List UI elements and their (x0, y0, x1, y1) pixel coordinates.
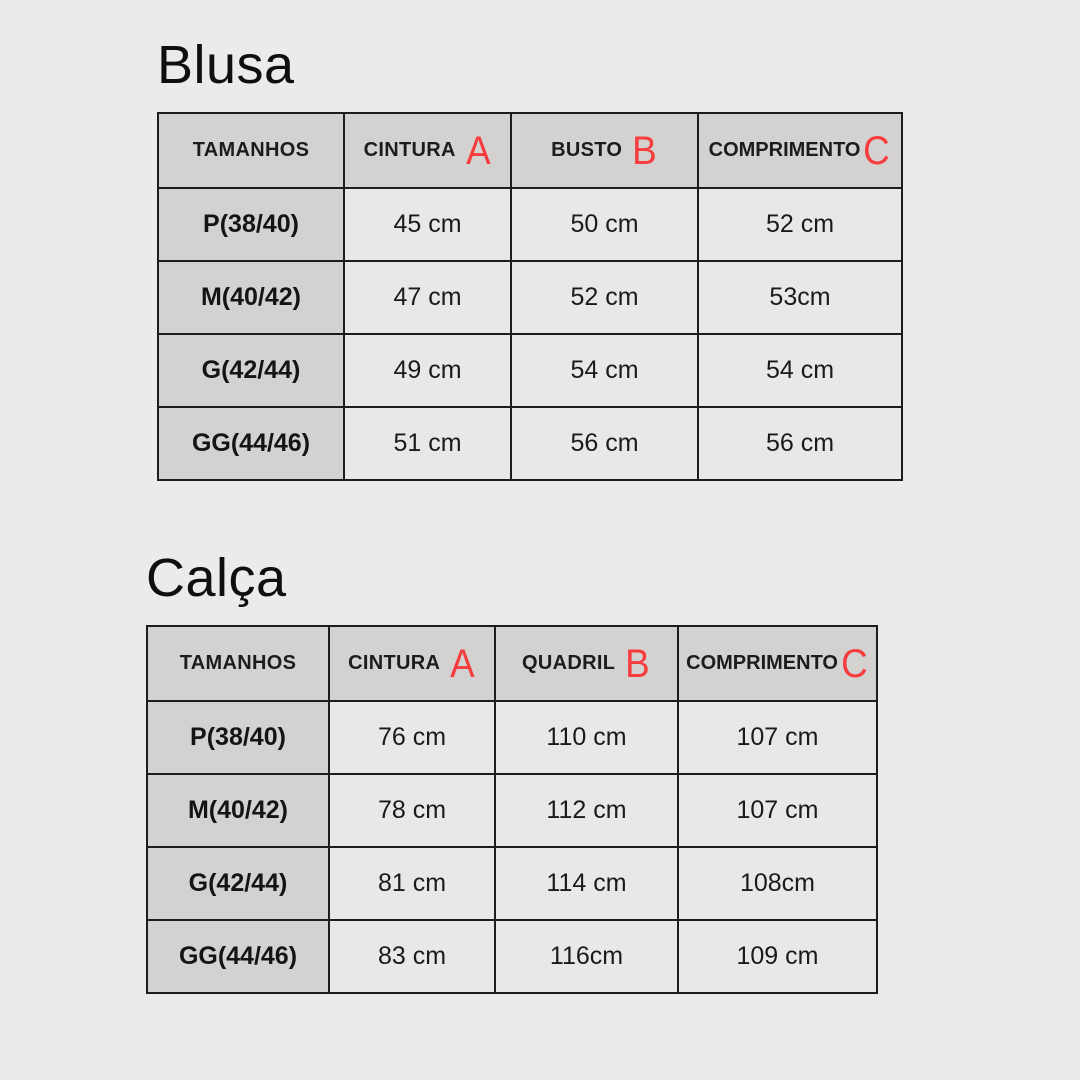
value-cell: 78 cm (329, 774, 495, 847)
blusa-size-table (157, 112, 903, 481)
value-cell: 116cm (495, 920, 678, 993)
header-label-comprimento: COMPRIMENTO (708, 139, 861, 162)
blusa-row-g (158, 334, 902, 407)
blusa-header-tamanhos (158, 113, 344, 188)
size-cell: GG(44/46) (158, 407, 344, 480)
value-cell: 45 cm (344, 188, 511, 261)
value-cell: 114 cm (495, 847, 678, 920)
calca-row-g (147, 847, 877, 920)
blusa-row-m (158, 261, 902, 334)
blusa-header-row (158, 113, 902, 188)
value-cell: 112 cm (495, 774, 678, 847)
size-cell: GG(44/46) (147, 920, 329, 993)
size-cell: G(42/44) (158, 334, 344, 407)
calca-title: Calça (146, 548, 287, 608)
header-label-comprimento: COMPRIMENTO (686, 652, 838, 675)
value-cell: 51 cm (344, 407, 511, 480)
calca-row-m (147, 774, 877, 847)
calca-header-tamanhos (147, 626, 329, 701)
size-cell: M(40/42) (147, 774, 329, 847)
value-cell: 54 cm (698, 334, 902, 407)
value-cell: 110 cm (495, 701, 678, 774)
measure-letter-a: A (465, 128, 491, 173)
value-cell: 49 cm (344, 334, 511, 407)
calca-header-comprimento (678, 626, 877, 701)
calca-section (146, 549, 878, 994)
blusa-header-busto (511, 113, 698, 188)
value-cell: 56 cm (511, 407, 698, 480)
calca-header-cintura (329, 626, 495, 701)
value-cell: 83 cm (329, 920, 495, 993)
header-label-busto: BUSTO (551, 139, 623, 162)
value-cell: 107 cm (678, 701, 877, 774)
value-cell: 54 cm (511, 334, 698, 407)
measure-letter-b: B (625, 641, 650, 686)
measure-letter-b: B (632, 128, 657, 173)
blusa-header-cintura (344, 113, 511, 188)
header-label-tamanhos: TAMANHOS (192, 139, 310, 162)
calca-size-table (146, 625, 878, 994)
size-cell: P(38/40) (147, 701, 329, 774)
value-cell: 56 cm (698, 407, 902, 480)
header-label-tamanhos: TAMANHOS (179, 652, 297, 675)
measure-letter-c: C (841, 641, 868, 686)
blusa-row-gg (158, 407, 902, 480)
size-cell: M(40/42) (158, 261, 344, 334)
blusa-title: Blusa (157, 35, 295, 95)
value-cell: 108cm (678, 847, 877, 920)
calca-row-gg (147, 920, 877, 993)
value-cell: 50 cm (511, 188, 698, 261)
value-cell: 76 cm (329, 701, 495, 774)
blusa-header-comprimento (698, 113, 902, 188)
measure-letter-c: C (863, 128, 891, 173)
calca-header-quadril (495, 626, 678, 701)
value-cell: 52 cm (511, 261, 698, 334)
size-cell: P(38/40) (158, 188, 344, 261)
blusa-section (157, 36, 903, 481)
value-cell: 109 cm (678, 920, 877, 993)
measure-letter-a: A (450, 641, 475, 686)
value-cell: 107 cm (678, 774, 877, 847)
value-cell: 81 cm (329, 847, 495, 920)
value-cell: 52 cm (698, 188, 902, 261)
size-cell: G(42/44) (147, 847, 329, 920)
blusa-row-p (158, 188, 902, 261)
header-label-cintura: CINTURA (363, 139, 456, 162)
calca-header-row (147, 626, 877, 701)
header-label-quadril: QUADRIL (522, 652, 616, 675)
value-cell: 53cm (698, 261, 902, 334)
header-label-cintura: CINTURA (348, 652, 441, 675)
calca-row-p (147, 701, 877, 774)
value-cell: 47 cm (344, 261, 511, 334)
